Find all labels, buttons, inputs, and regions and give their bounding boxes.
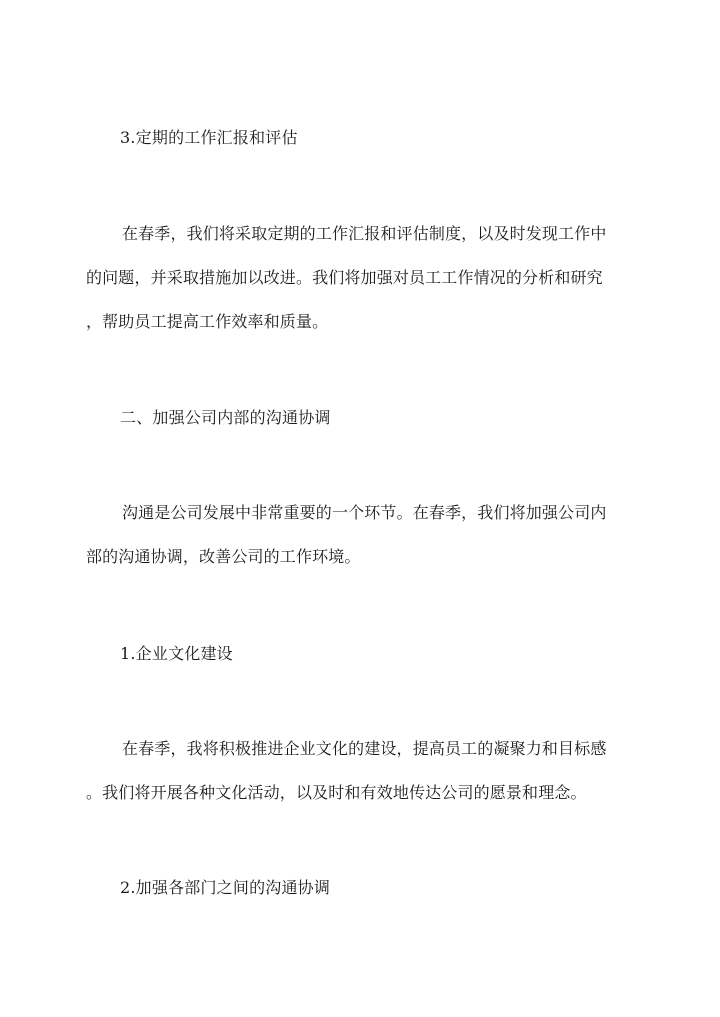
paragraph-line: 部的沟通协调，改善公司的工作环境。: [86, 547, 361, 566]
section-heading-2: 二、加强公司内部的沟通协调: [120, 408, 331, 427]
paragraph-line: 在春季，我将积极推进企业文化的建设，提高员工的凝聚力和目标感: [122, 739, 607, 758]
paragraph-line: 的问题，并采取措施加以改进。我们将加强对员工工作情况的分析和研究: [86, 268, 603, 287]
paragraph-line: 。我们将开展各种文化活动，以及时和有效地传达公司的愿景和理念。: [86, 783, 587, 802]
section-heading-3: 3.定期的工作汇报和评估: [120, 128, 298, 147]
paragraph-line: ，帮助员工提高工作效率和质量。: [86, 312, 329, 331]
paragraph-line: 沟通是公司发展中非常重要的一个环节。在春季，我们将加强公司内: [122, 503, 607, 522]
subsection-heading-culture: 1.企业文化建设: [120, 644, 233, 663]
subsection-heading-departments: 2.加强各部门之间的沟通协调: [120, 878, 331, 897]
paragraph-line: 在春季，我们将采取定期的工作汇报和评估制度，以及时发现工作中: [122, 224, 607, 243]
